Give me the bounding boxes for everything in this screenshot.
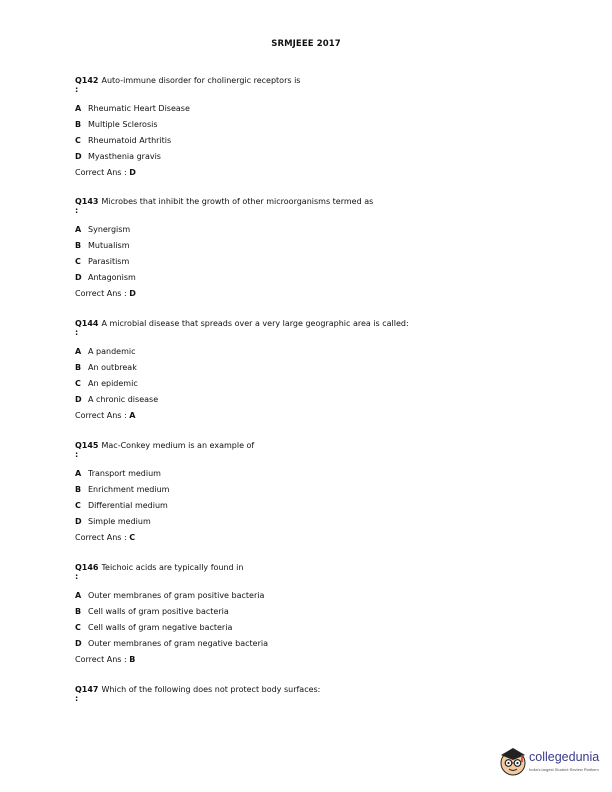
page-title: SRMJEEE 2017	[271, 39, 341, 49]
option-a: A Rheumatic Heart Disease	[75, 104, 190, 113]
question-colon: :	[75, 694, 79, 703]
option-a: A Outer membranes of gram positive bacteria	[75, 591, 265, 600]
option-d: D Outer membranes of gram negative bacteria	[75, 639, 268, 648]
question-number: Q147	[75, 685, 99, 694]
question-number: Q144	[75, 319, 99, 328]
option-d: D A chronic disease	[75, 395, 159, 404]
correct-answer: Correct Ans : C	[75, 533, 136, 542]
option-d: D Myasthenia gravis	[75, 152, 161, 161]
question-text: Which of the following does not protect body surfaces:	[101, 685, 321, 694]
option-d: D Antagonism	[75, 273, 136, 282]
question-text: A microbial disease that spreads over a very large geographic area is called:	[101, 319, 409, 328]
question-text: Teichoic acids are typically found in	[101, 563, 244, 572]
collegedunia-logo	[498, 743, 608, 783]
option-b: B An outbreak	[75, 363, 137, 372]
question-block	[75, 318, 575, 424]
option-a: A A pandemic	[75, 347, 136, 356]
option-c: C Parasitism	[75, 257, 130, 266]
option-a: A Transport medium	[75, 469, 161, 478]
question-block	[75, 684, 575, 710]
option-d: D Simple medium	[75, 517, 151, 526]
question-colon: :	[75, 328, 79, 337]
question-block	[75, 75, 575, 181]
question-number: Q142	[75, 76, 99, 85]
correct-answer: Correct Ans : D	[75, 289, 136, 298]
question-text: Mac-Conkey medium is an example of	[101, 441, 255, 450]
question-text: Microbes that inhibit the growth of other microorganisms termed as	[101, 197, 374, 206]
brand-tagline: India's largest Student Review Platform	[529, 767, 599, 772]
student-mascot-icon	[498, 743, 528, 777]
option-c: C Rheumatoid Arthritis	[75, 136, 172, 145]
option-b: B Multiple Sclerosis	[75, 120, 158, 129]
option-a: A Synergism	[75, 225, 131, 234]
question-number: Q145	[75, 441, 99, 450]
option-c: C Differential medium	[75, 501, 168, 510]
correct-answer: Correct Ans : A	[75, 411, 136, 420]
option-b: B Mutualism	[75, 241, 130, 250]
question-number: Q146	[75, 563, 99, 572]
question-colon: :	[75, 450, 79, 459]
question-colon: :	[75, 572, 79, 581]
question-colon: :	[75, 85, 79, 94]
correct-answer: Correct Ans : B	[75, 655, 136, 664]
question-block	[75, 562, 575, 668]
brand-name: collegedunia	[529, 750, 600, 764]
question-block	[75, 196, 575, 302]
question-block	[75, 440, 575, 546]
correct-answer: Correct Ans : D	[75, 168, 136, 177]
option-b: B Cell walls of gram positive bacteria	[75, 607, 229, 616]
option-b: B Enrichment medium	[75, 485, 170, 494]
question-text: Auto-immune disorder for cholinergic receptors is	[101, 76, 301, 85]
question-number: Q143	[75, 197, 99, 206]
option-c: C An epidemic	[75, 379, 138, 388]
question-colon: :	[75, 206, 79, 215]
option-c: C Cell walls of gram negative bacteria	[75, 623, 233, 632]
